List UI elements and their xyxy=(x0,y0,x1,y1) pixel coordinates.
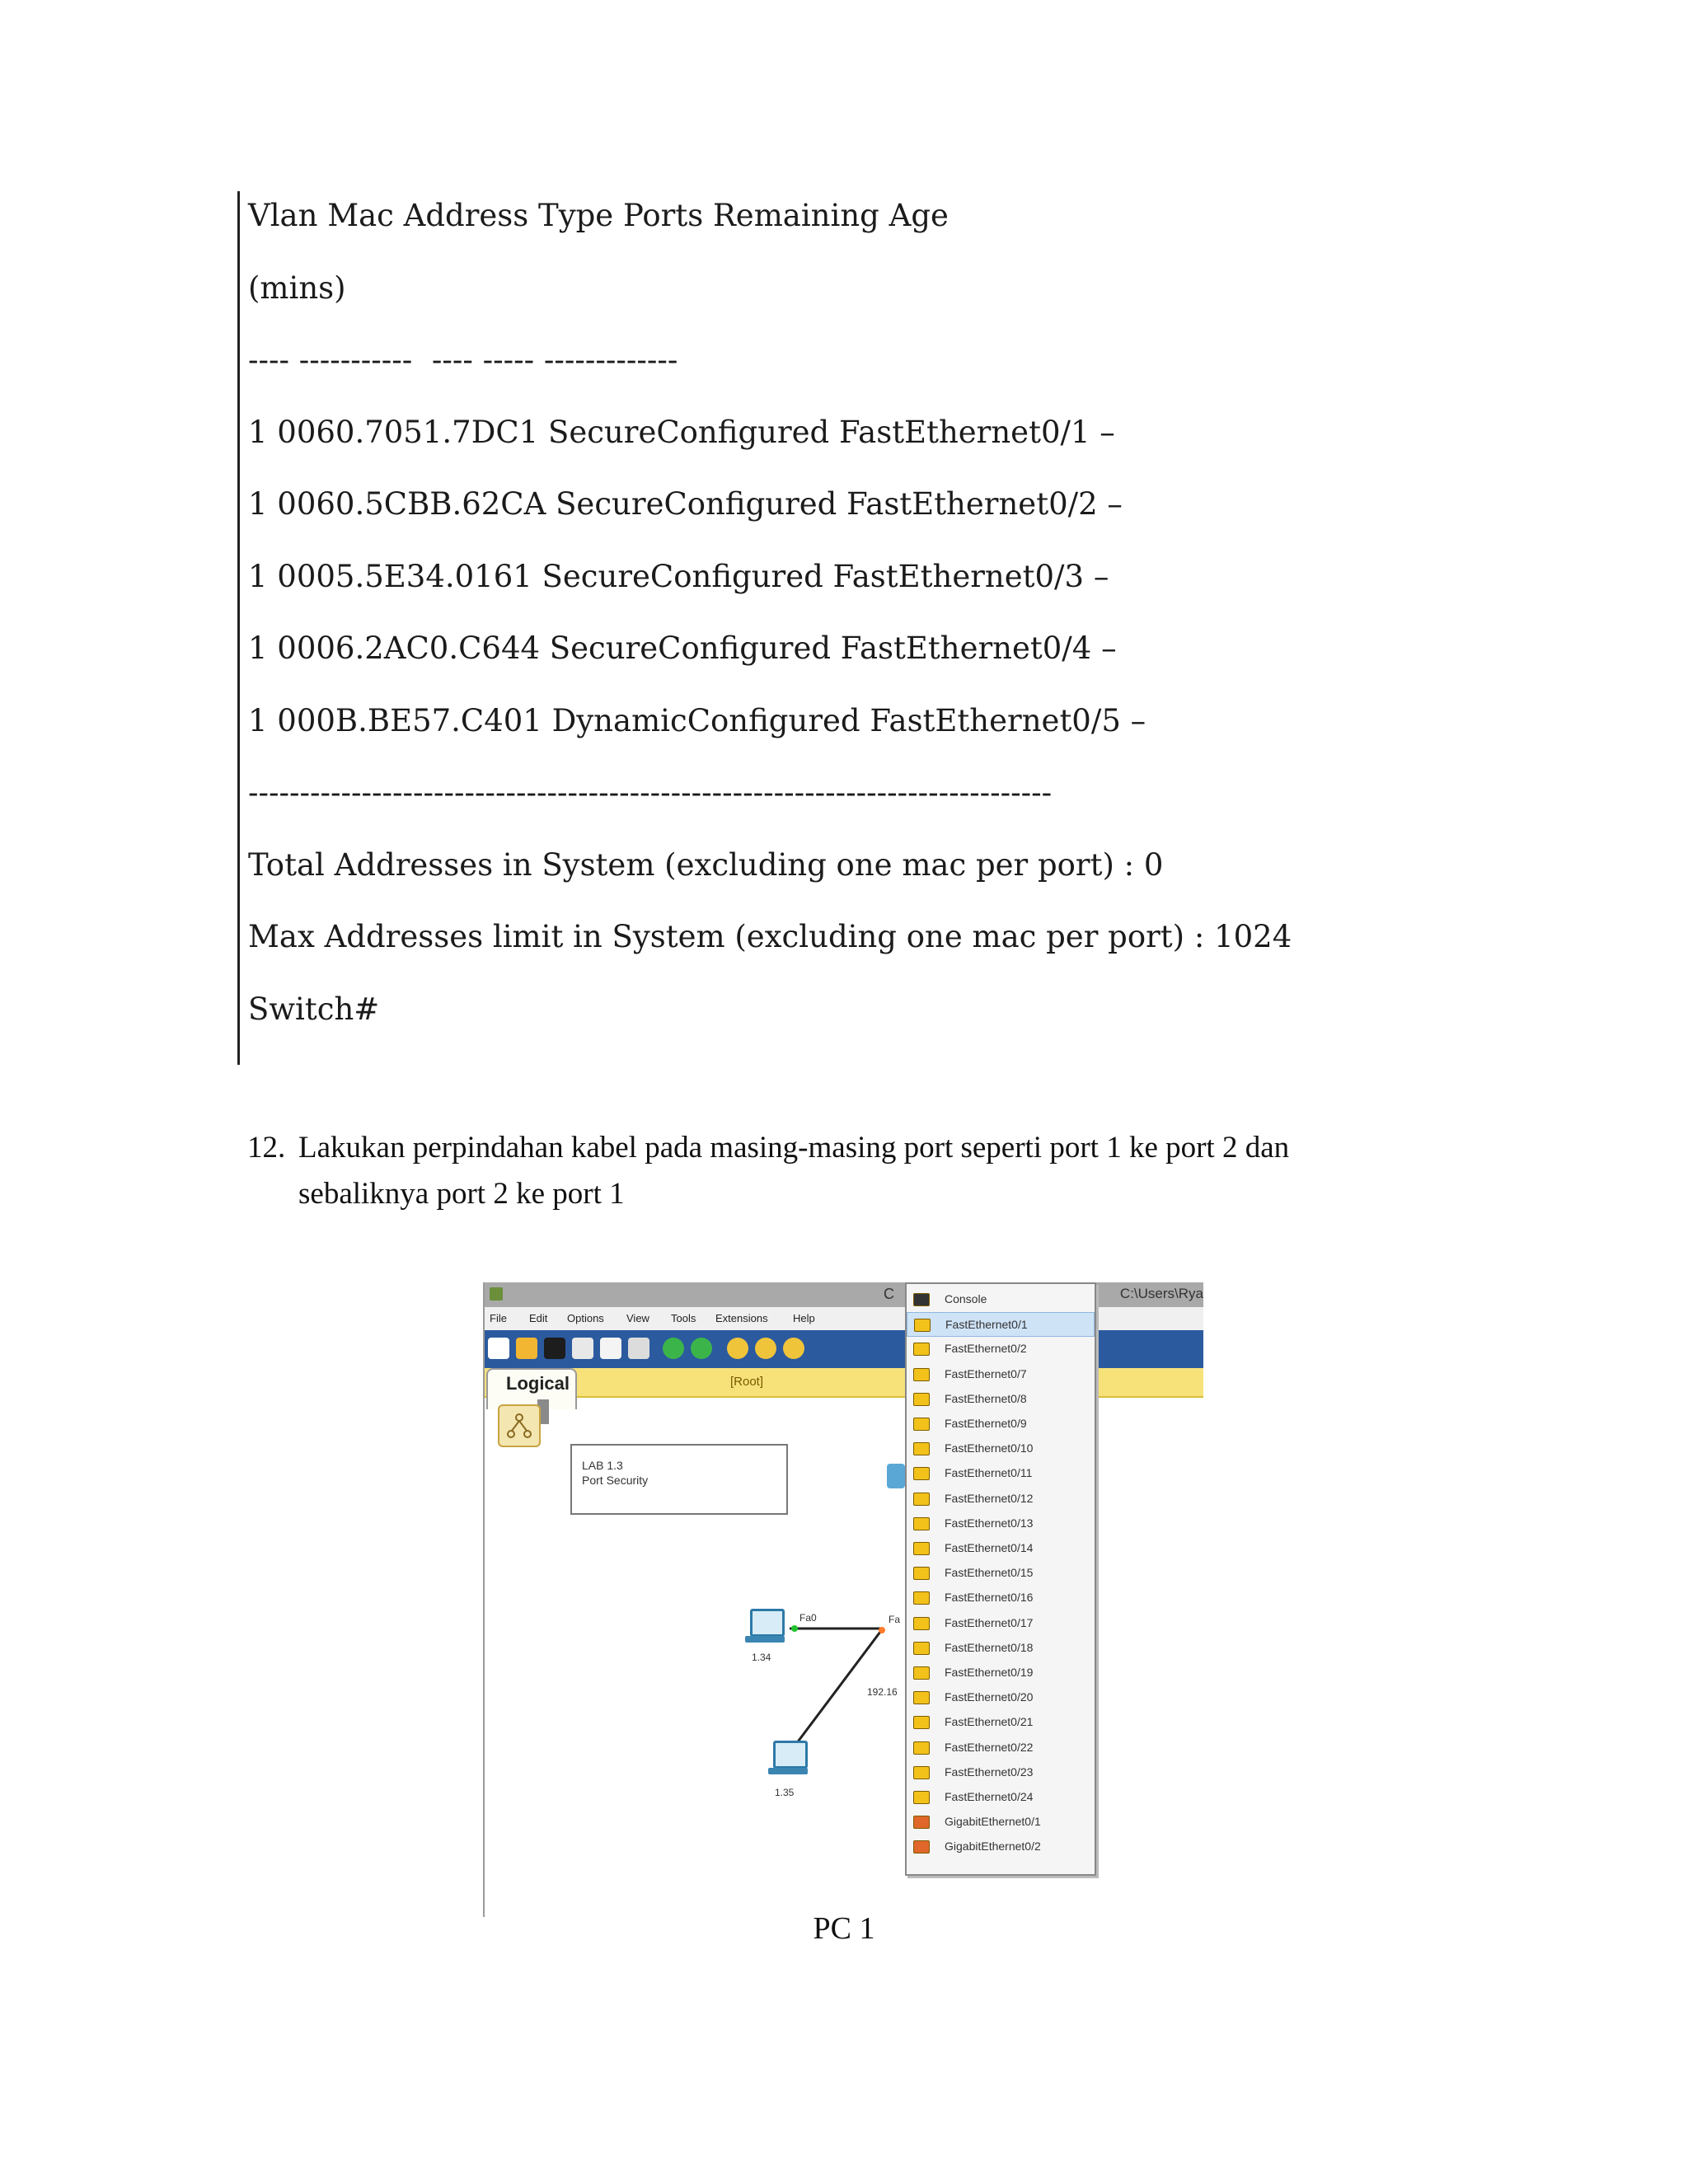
port-menu-item-label: FastEthernet0/13 xyxy=(945,1516,1034,1530)
port-menu-item[interactable] xyxy=(907,1487,1095,1511)
menu-help[interactable]: Help xyxy=(793,1312,815,1324)
console-port-icon xyxy=(913,1293,930,1306)
fast-port-icon xyxy=(913,1493,930,1506)
port-menu-item-label: FastEthernet0/2 xyxy=(945,1342,1027,1356)
port-menu-item-label: FastEthernet0/14 xyxy=(945,1541,1034,1554)
logical-tab-label: Logical xyxy=(506,1373,570,1394)
port-menu-item[interactable] xyxy=(907,1561,1095,1586)
cli-line: Total Addresses in System (excluding one mac per port) : 0 xyxy=(248,846,1164,883)
note-line: LAB 1.3 xyxy=(582,1459,623,1472)
fast-port-icon xyxy=(913,1666,930,1680)
step-text: Lakukan perpindahan kabel pada masing-masing port seperti port 1 ke port 2 dan sebaliknya port 2 ke port 1 xyxy=(298,1131,1290,1211)
fast-port-icon xyxy=(913,1716,930,1729)
port-menu-item-label: FastEthernet0/20 xyxy=(945,1690,1034,1704)
port-menu-item[interactable] xyxy=(907,1636,1095,1661)
pc-port-label: Fa0 xyxy=(799,1612,817,1624)
port-menu-item-label: FastEthernet0/21 xyxy=(945,1715,1034,1729)
fast-port-icon xyxy=(913,1617,930,1630)
pc-2-icon[interactable] xyxy=(768,1741,808,1777)
port-menu-item[interactable] xyxy=(907,1611,1095,1636)
fast-port-icon xyxy=(914,1319,931,1332)
fast-port-icon xyxy=(913,1741,930,1755)
port-menu-item[interactable] xyxy=(907,1312,1095,1337)
fast-port-icon xyxy=(913,1542,930,1555)
fast-port-icon xyxy=(913,1766,930,1779)
port-menu-item[interactable] xyxy=(907,1337,1095,1361)
port-menu-item[interactable] xyxy=(907,1536,1095,1561)
port-menu-item-label: FastEthernet0/7 xyxy=(945,1366,1027,1380)
port-menu-item-label: FastEthernet0/22 xyxy=(945,1740,1034,1754)
port-menu-item-label: FastEthernet0/15 xyxy=(945,1566,1034,1580)
cli-line: Vlan Mac Address Type Ports Remaining Age xyxy=(248,198,949,233)
window-left-edge xyxy=(483,1282,485,1917)
cli-line: (mins) xyxy=(248,269,346,306)
port-menu-item[interactable] xyxy=(907,1835,1095,1859)
port-menu-item-label: FastEthernet0/9 xyxy=(945,1417,1027,1430)
port-menu-item-label: FastEthernet0/24 xyxy=(945,1790,1034,1803)
port-menu-item[interactable] xyxy=(907,1736,1095,1760)
port-menu-item-label: FastEthernet0/17 xyxy=(945,1615,1034,1629)
port-menu-item[interactable] xyxy=(907,1511,1095,1536)
port-menu-item[interactable] xyxy=(907,1760,1095,1785)
fast-port-icon xyxy=(913,1368,930,1381)
port-menu-item[interactable] xyxy=(907,1412,1095,1436)
fast-port-icon xyxy=(913,1517,930,1530)
port-menu-item[interactable] xyxy=(907,1685,1095,1710)
cli-line: ------------------------------------------------------------------------------ xyxy=(248,775,1053,810)
cli-line: 1 000B.BE57.C401 DynamicConfigured FastEthernet0/5 – xyxy=(248,702,1146,738)
port-menu-item[interactable] xyxy=(907,1287,1095,1312)
pc-2-label: 1.35 xyxy=(775,1787,795,1798)
port-menu-item-label: FastEthernet0/19 xyxy=(945,1666,1034,1679)
fast-port-icon xyxy=(913,1343,930,1356)
menu-file[interactable]: File xyxy=(490,1312,507,1324)
port-menu-item-label: FastEthernet0/8 xyxy=(945,1391,1027,1405)
fast-port-icon xyxy=(913,1418,930,1431)
note-line: Port Security xyxy=(582,1474,649,1487)
pc-1-label: 1.34 xyxy=(752,1652,771,1663)
menu-options[interactable]: Options xyxy=(567,1312,604,1324)
window-title-path: C:\Users\Rya xyxy=(1119,1286,1203,1301)
port-menu-item-label: GigabitEthernet0/2 xyxy=(945,1840,1041,1854)
port-menu-item-label: FastEthernet0/10 xyxy=(945,1441,1034,1455)
fast-port-icon xyxy=(913,1467,930,1480)
fast-port-icon xyxy=(913,1691,930,1704)
port-selection-menu xyxy=(905,1282,1096,1876)
figure-caption: PC 1 xyxy=(813,1911,875,1946)
port-menu-item-label: GigabitEthernet0/1 xyxy=(945,1815,1041,1829)
port-menu-item-label: FastEthernet0/16 xyxy=(945,1591,1034,1605)
menu-extensions[interactable]: Extensions xyxy=(715,1312,768,1324)
cli-line: ---- ----------- ---- ----- ------------- xyxy=(248,342,678,377)
port-menu-item-label: FastEthernet0/11 xyxy=(945,1466,1033,1480)
cli-line: Switch# xyxy=(248,991,380,1027)
port-menu-item[interactable] xyxy=(907,1710,1095,1735)
packet-tracer-screenshot xyxy=(483,1282,1203,1917)
cli-line: Max Addresses limit in System (excluding one mac per port) : 1024 xyxy=(248,919,1292,954)
link-status-dot xyxy=(879,1627,885,1633)
cli-line: 1 0005.5E34.0161 SecureConfigured FastEthernet0/3 – xyxy=(248,558,1109,594)
switch-port-label: Fa xyxy=(889,1614,901,1625)
port-menu-item[interactable] xyxy=(907,1387,1095,1412)
gigabit-port-icon xyxy=(913,1816,930,1829)
port-menu-item[interactable] xyxy=(907,1810,1095,1835)
gigabit-port-icon xyxy=(913,1840,930,1854)
port-menu-item[interactable] xyxy=(907,1362,1095,1387)
root-label: [Root] xyxy=(730,1375,764,1389)
cli-output-block xyxy=(237,191,1484,1065)
port-menu-item-label: Console xyxy=(945,1292,987,1305)
port-menu-item[interactable] xyxy=(907,1586,1095,1610)
window-title-fragment: C xyxy=(884,1286,894,1302)
port-menu-item-label: FastEthernet0/12 xyxy=(945,1491,1034,1505)
port-menu-item[interactable] xyxy=(907,1785,1095,1810)
fast-port-icon xyxy=(913,1393,930,1406)
menu-edit[interactable]: Edit xyxy=(529,1312,548,1324)
port-menu-item-label: FastEthernet0/23 xyxy=(945,1765,1034,1779)
pc-1-icon[interactable] xyxy=(745,1609,785,1645)
cli-line: 1 0006.2AC0.C644 SecureConfigured FastEthernet0/4 – xyxy=(248,630,1117,666)
cli-line: 1 0060.5CBB.62CA SecureConfigured FastEthernet0/2 – xyxy=(248,486,1123,522)
port-menu-item[interactable] xyxy=(907,1436,1095,1461)
ip-label: 192.16 xyxy=(867,1686,898,1698)
fast-port-icon xyxy=(913,1791,930,1804)
port-menu-item[interactable] xyxy=(907,1661,1095,1685)
fast-port-icon xyxy=(913,1567,930,1580)
menu-view[interactable]: View xyxy=(626,1312,649,1324)
port-menu-item-label: FastEthernet0/18 xyxy=(945,1640,1034,1654)
instruction-step xyxy=(247,1125,1418,1217)
port-menu-item-label: FastEthernet0/1 xyxy=(945,1318,1028,1332)
step-number: 12. xyxy=(247,1131,286,1165)
port-menu-item[interactable] xyxy=(907,1461,1095,1486)
fast-port-icon xyxy=(913,1442,930,1455)
link-status-dot xyxy=(791,1625,798,1632)
cli-line: 1 0060.7051.7DC1 SecureConfigured FastEthernet0/1 – xyxy=(248,414,1115,450)
fast-port-icon xyxy=(913,1642,930,1655)
menu-tools[interactable]: Tools xyxy=(671,1312,696,1324)
fast-port-icon xyxy=(913,1591,930,1605)
